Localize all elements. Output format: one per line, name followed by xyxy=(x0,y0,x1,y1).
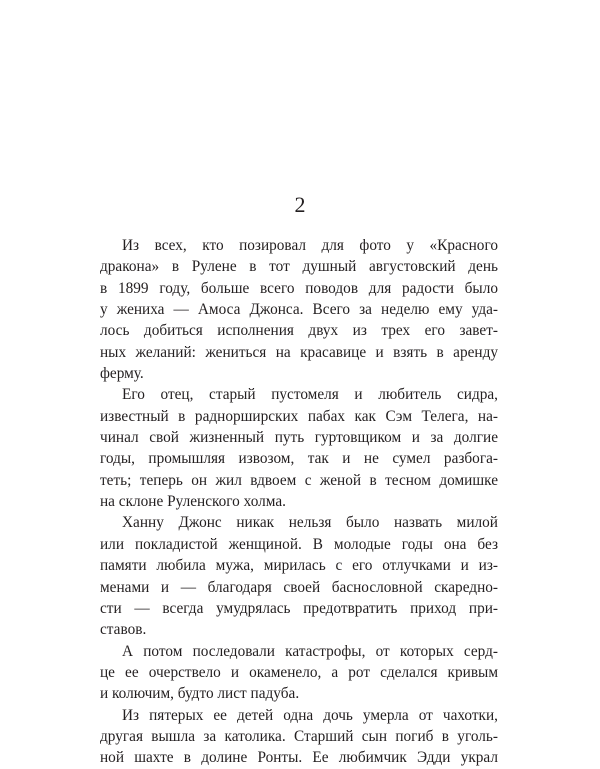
text-line: или покладистой женщиной. В молодые годы она без xyxy=(100,535,498,553)
text-line: Из всех, кто позировал для фото у «Красного xyxy=(122,237,498,254)
text-line: сти — всегда умудрялась предотвратить приход при- xyxy=(100,599,498,617)
text-line: известный в раднорширских пабах как Сэм Телега, на- xyxy=(100,407,498,425)
text-line: ставов. xyxy=(100,621,147,639)
body-text xyxy=(100,235,498,769)
text-line: менами и — благодаря своей баснословной скаредно- xyxy=(100,578,498,596)
paragraph xyxy=(100,384,498,512)
text-line: годы, промышляя извозом, так и не сумел разбога- xyxy=(100,450,498,468)
chapter-number: 2 xyxy=(294,192,306,217)
text-line: на склоне Руленского холма. xyxy=(100,493,286,511)
text-line: лось добиться исполнения двух из трех его завет- xyxy=(100,322,498,340)
paragraph xyxy=(100,512,498,640)
text-line: в 1899 году, больше всего поводов для радости было xyxy=(100,279,498,297)
text-line: ной шахте в долине Ронты. Ее любимчик Эдди украл xyxy=(100,749,498,767)
text-line: ферму. xyxy=(100,365,144,383)
paragraph xyxy=(100,705,498,769)
text-line: теть; теперь он жил вдвоем с женой в тесном домишке xyxy=(100,471,498,489)
text-line: Из пятерых ее детей одна дочь умерла от чахотки, xyxy=(122,706,498,724)
paragraph xyxy=(100,235,498,384)
text-line: ных желаний: жениться на красавице и взять в аренду xyxy=(100,343,498,361)
text-line: дракона» в Рулене в тот душный августовский день xyxy=(100,258,498,276)
text-line: и колючим, будто лист падуба. xyxy=(100,685,300,703)
text-line: Ханну Джонс никак нельзя было назвать милой xyxy=(122,514,498,532)
text-line: це ее очерствело и окаменело, а рот сделался кривым xyxy=(100,663,498,681)
text-line: чинал свой жизненный путь гуртовщиком и за долгие xyxy=(100,429,498,447)
text-line: у жениха — Амоса Джонса. Всего за неделю ему уда- xyxy=(100,301,498,319)
text-line: Его отец, старый пустомеля и любитель сидра, xyxy=(122,386,498,404)
text-line: А потом последовали катастрофы, от которых серд- xyxy=(122,642,498,660)
paragraph xyxy=(100,641,498,705)
text-line: другая вышла за католика. Старший сын погиб в уголь- xyxy=(100,727,498,745)
text-line: памяти любила мужа, мирилась с его отлучками и из- xyxy=(100,557,498,575)
